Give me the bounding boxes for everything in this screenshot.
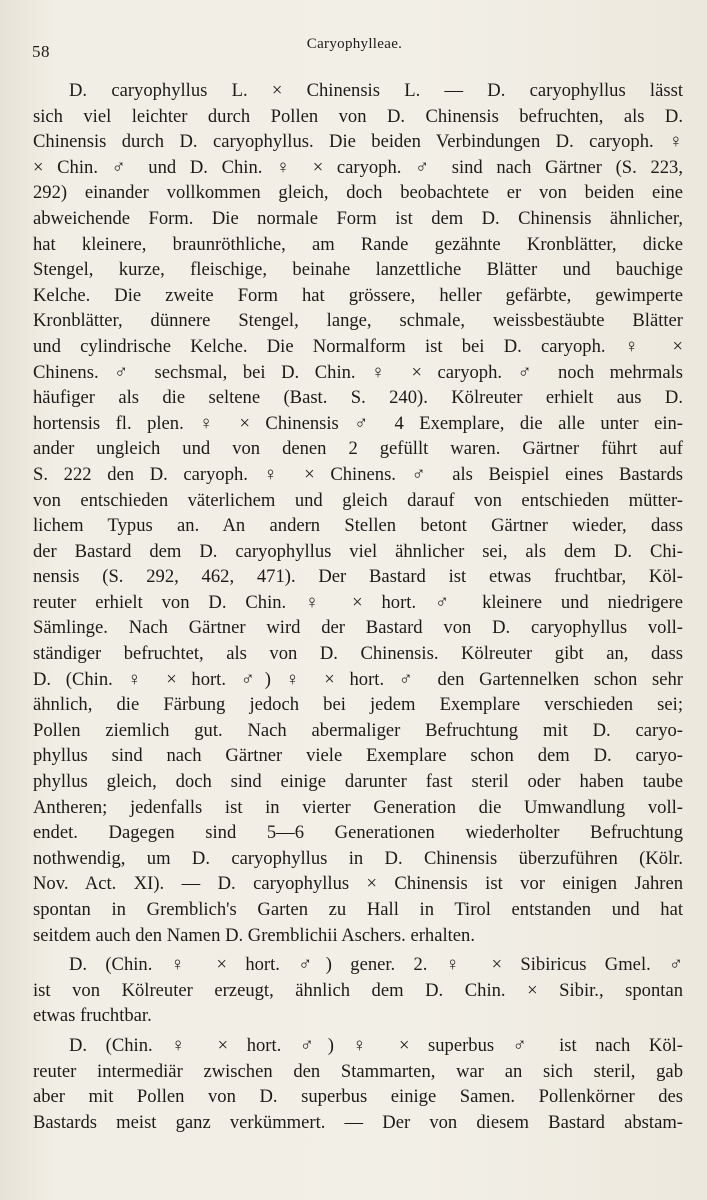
text-line: Antheren; jedenfalls ist in vierter Generation die Umwandlung voll- — [33, 796, 683, 818]
text-line: seitdem auch den Namen D. Gremblichii Aschers. erhalten. — [33, 924, 475, 946]
text-line: reuter erhielt von D. Chin. ♀ × hort. ♂ kleinere und niedrigere — [33, 591, 683, 613]
text-line: aber mit Pollen von D. superbus einige Samen. Pollenkörner des — [33, 1086, 683, 1108]
text-line: ander ungleich und von denen 2 gefüllt waren. Gärtner führt auf — [33, 438, 683, 460]
text-line: und cylindrische Kelche. Die Normalform ist bei D. caryoph. ♀ × — [33, 335, 683, 357]
text-line: Kelche. Die zweite Form hat grössere, heller gefärbte, gewimperte — [33, 284, 683, 306]
text-line: Nov. Act. XI). — D. caryophyllus × Chinensis ist vor einigen Jahren — [33, 873, 683, 895]
text-line: ständiger befruchtet, als von D. Chinensis. Kölreuter gibt an, dass — [33, 643, 683, 665]
text-line: Stengel, kurze, fleischige, beinahe lanzettliche Blätter und bauchige — [33, 259, 683, 281]
text-line: nothwendig, um D. caryophyllus in D. Chinensis überzuführen (Kölr. — [33, 847, 683, 869]
text-line: Pollen ziemlich gut. Nach abermaliger Befruchtung mit D. caryo- — [33, 719, 683, 741]
text-line: phyllus gleich, doch sind einige darunter fast steril oder haben taube — [33, 771, 683, 793]
text-line: phyllus sind nach Gärtner viele Exemplare schon dem D. caryo- — [33, 745, 683, 767]
text-line: D. (Chin. ♀ × hort. ♂) gener. 2. ♀ × Sibiricus Gmel. ♂ — [69, 954, 683, 976]
text-line: etwas fruchtbar. — [33, 1005, 152, 1027]
body-text — [33, 78, 683, 1135]
text-line: D. caryophyllus L. × Chinensis L. — D. caryophyllus lässt — [69, 80, 683, 101]
text-line: Kronblätter, dünnere Stengel, lange, schmale, weissbestäubte Blätter — [33, 310, 683, 332]
text-line: abweichende Form. Die normale Form ist dem D. Chinensis ähnlicher, — [33, 207, 683, 229]
page-header — [32, 32, 677, 61]
page-number: 58 — [32, 42, 50, 61]
text-line: reuter intermediär zwischen den Stammarten, war an sich steril, gab — [33, 1060, 683, 1082]
text-line: hortensis fl. plen. ♀ × Chinensis ♂ 4 Exemplare, die alle unter ein- — [33, 412, 683, 434]
text-line: hat kleinere, braunröthliche, am Rande gezähnte Kronblätter, dicke — [33, 233, 683, 255]
text-line: D. (Chin. ♀ × hort. ♂) ♀ × hort. ♂ den Gartennelken schon sehr — [33, 668, 683, 690]
text-line: Chinensis durch D. caryophyllus. Die beiden Verbindungen D. caryoph. ♀ — [33, 131, 683, 153]
text-line: × Chin. ♂ und D. Chin. ♀ × caryoph. ♂ sind nach Gärtner (S. 223, — [33, 156, 683, 178]
running-head: Caryophylleae. — [306, 36, 403, 52]
text-line: 292) einander vollkommen gleich, doch beobachtete er von beiden eine — [33, 182, 683, 204]
text-line: sich viel leichter durch Pollen von D. Chinensis befruchten, als D. — [33, 105, 683, 127]
text-line: S. 222 den D. caryoph. ♀ × Chinens. ♂ als Beispiel eines Bastards — [33, 463, 683, 485]
text-line: der Bastard dem D. caryophyllus viel ähnlicher sei, als dem D. Chi- — [33, 540, 683, 562]
text-line: häufiger als die seltene (Bast. S. 240). Kölreuter erhielt aus D. — [33, 387, 683, 409]
text-line: Sämlinge. Nach Gärtner wird der Bastard von D. caryophyllus voll- — [33, 617, 683, 639]
text-line: Bastards meist ganz verkümmert. — Der von diesem Bastard abstam- — [33, 1111, 683, 1133]
text-line: ähnlich, die Färbung jedoch bei jedem Exemplare verschieden sei; — [33, 694, 683, 716]
text-line: lichem Typus an. An andern Stellen betont Gärtner wieder, dass — [33, 515, 683, 537]
text-line: Chinens. ♂ sechsmal, bei D. Chin. ♀ × caryoph. ♂ noch mehrmals — [33, 361, 683, 383]
text-line: spontan in Gremblich's Garten zu Hall in Tirol entstanden und hat — [33, 899, 683, 920]
text-line: endet. Dagegen sind 5—6 Generationen wiederholter Befruchtung — [33, 822, 683, 844]
text-line: ist von Kölreuter erzeugt, ähnlich dem D. Chin. × Sibir., spontan — [33, 979, 683, 1001]
text-line: von entschieden väterlichem und gleich darauf von entschieden mütter- — [33, 489, 683, 511]
text-line: D. (Chin. ♀ × hort. ♂) ♀ × superbus ♂ ist nach Köl- — [69, 1034, 683, 1056]
text-line: nensis (S. 292, 462, 471). Der Bastard ist etwas fruchtbar, Köl- — [33, 566, 683, 588]
